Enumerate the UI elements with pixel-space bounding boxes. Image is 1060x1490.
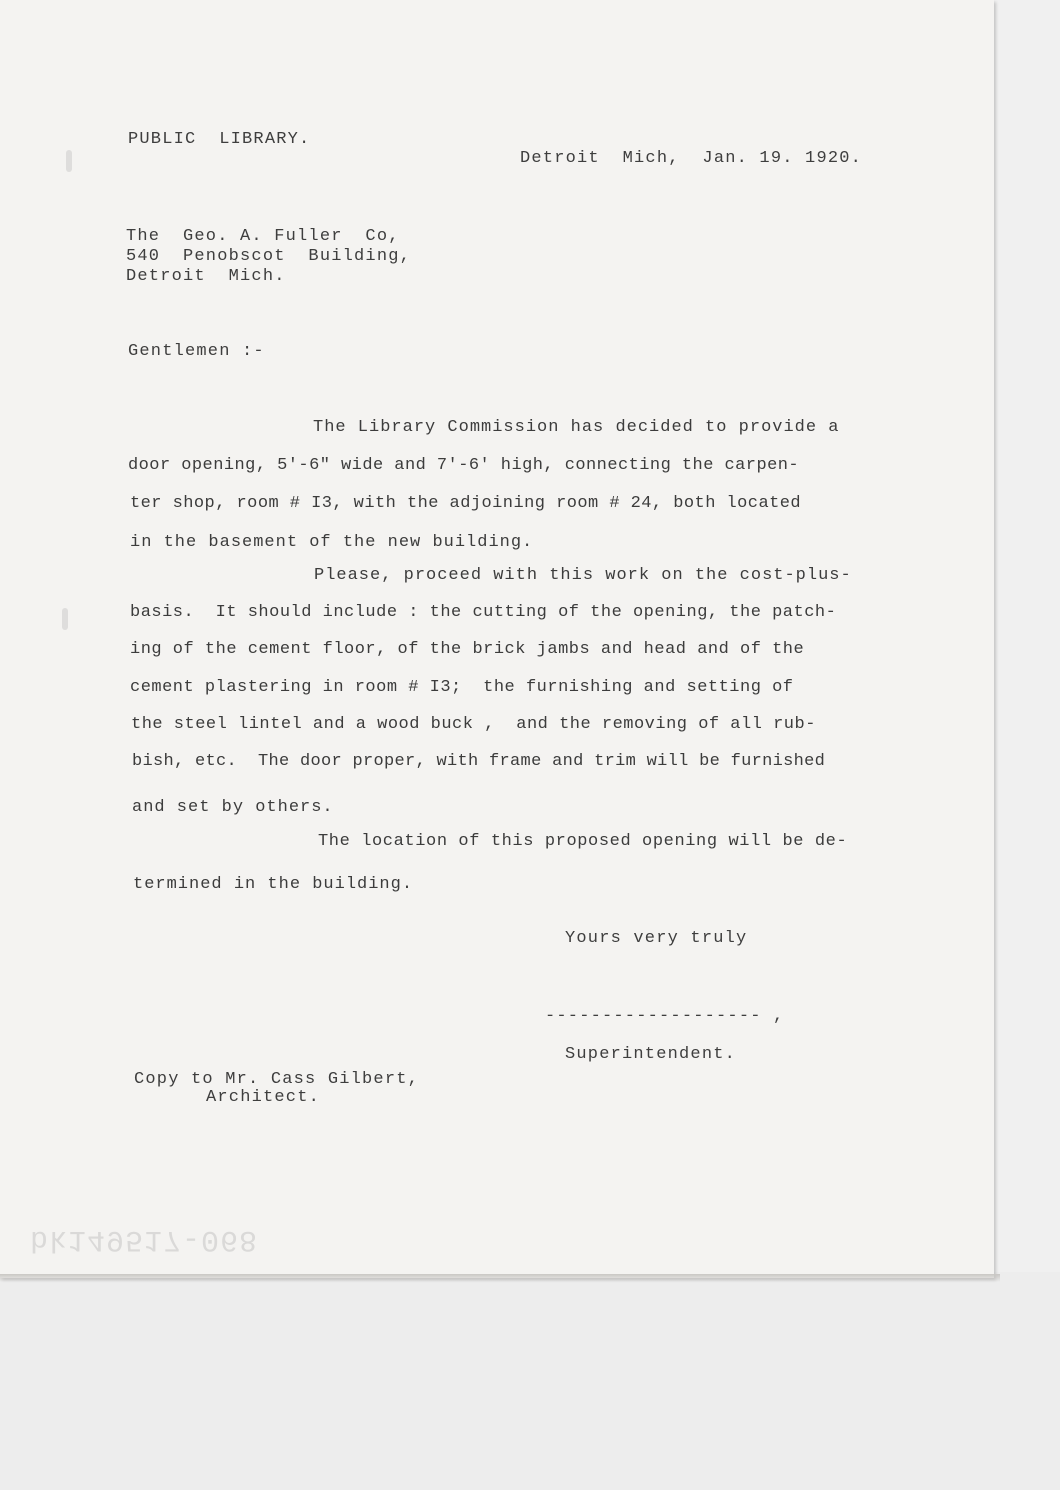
date-line: Detroit Mich, Jan. 19. 1920.	[520, 149, 863, 168]
sheet-bottom-edge	[0, 1274, 1000, 1282]
body-line-13: termined in the building.	[133, 875, 414, 894]
closing: Yours very truly	[565, 929, 748, 948]
body-line-11: and set by others.	[132, 798, 334, 817]
scanner-backdrop-right	[994, 0, 1060, 1280]
punch-mark	[66, 150, 72, 172]
punch-mark	[62, 608, 68, 630]
scanner-backdrop-bottom	[0, 1272, 1060, 1490]
letterhead-institution: PUBLIC LIBRARY.	[128, 130, 311, 149]
body-line-9: the steel lintel and a wood buck , and the removing of all rub-	[131, 715, 816, 734]
body-line-12: The location of this proposed opening will be de-	[318, 832, 848, 851]
copy-to-line-1: Copy to Mr. Cass Gilbert,	[134, 1070, 420, 1089]
body-line-10: bish, etc. The door proper, with frame and trim will be furnished	[132, 752, 826, 771]
addressee-line-1: The Geo. A. Fuller Co,	[126, 227, 400, 246]
body-line-2: door opening, 5'-6" wide and 7'-6' high, connecting the carpen-	[128, 456, 800, 475]
signature-line: ------------------- ,	[545, 1007, 785, 1026]
body-line-7: ing of the cement floor, of the brick jambs and head and of the	[130, 640, 805, 659]
salutation: Gentlemen :-	[128, 342, 265, 361]
body-line-5: Please, proceed with this work on the cost-plus-	[314, 566, 852, 585]
addressee-line-2: 540 Penobscot Building,	[126, 247, 412, 266]
body-line-6: basis. It should include : the cutting of the opening, the patch-	[130, 603, 837, 622]
signature-title: Superintendent.	[565, 1045, 737, 1064]
body-line-8: cement plastering in room # I3; the furnishing and setting of	[130, 678, 794, 697]
addressee-line-3: Detroit Mich.	[126, 267, 286, 286]
body-line-4: in the basement of the new building.	[130, 533, 534, 552]
body-line-1: The Library Commission has decided to provide a	[313, 418, 840, 437]
body-line-3: ter shop, room # I3, with the adjoining room # 24, both located	[130, 494, 802, 513]
archive-stamp: bk149517-068	[30, 1222, 259, 1256]
copy-to-line-2: Architect.	[206, 1088, 321, 1107]
